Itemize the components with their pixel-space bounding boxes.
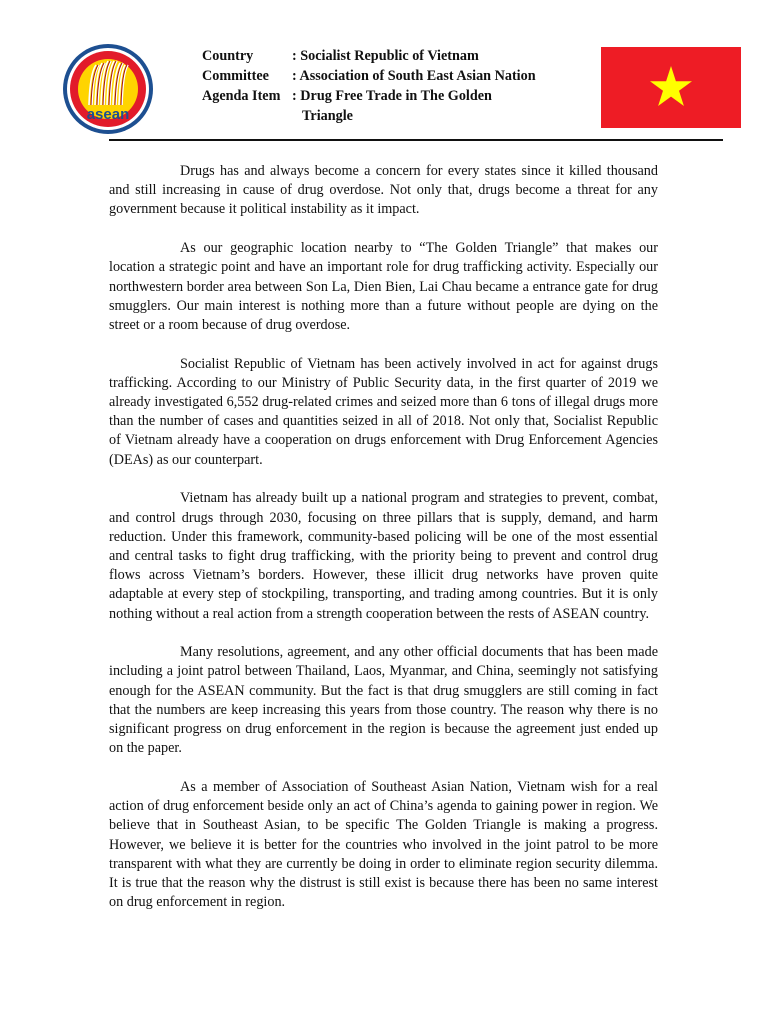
header-label: Country [202,48,254,64]
paragraph: Vietnam has already built up a national program and strategies to prevent, combat, and control drugs through 2030, focusing on three pillars that is supply, demand, and harm reduction. Under this framework, community-based policing will be one of the most essential and central tasks to fight drug trafficking, with the priority being to prevent and control drug flows across Vietnam’s borders. However, these illicit drug networks have proven quite adaptable at every step of stockpiling, transporting, and trading among countries. But it is only nothing without a real action from a strength cooperation between the rests of ASEAN country. [109,490,658,622]
paragraph: Many resolutions, agreement, and any other official documents that has been made including a joint patrol between Thailand, Laos, Myanmar, and China, seemingly not satisfying enough for the ASEAN community. But the fact is that drug smugglers are still coming in fact that the numbers are keep increasing this years from those country. The reason why there is no significant progress on drug enforcement in the region is because the agreement just ended up on the paper. [109,644,658,757]
asean-logo [62,43,154,135]
header-row-committee [202,66,592,86]
header-row-agenda [202,86,592,106]
header-label: Agenda Item [202,88,281,104]
position-paper-body [109,162,658,932]
vietnam-flag [601,47,741,128]
paragraph: Drugs has and always become a concern for every states since it killed thousand and still increasing in cause of drug overdose. Not only that, drugs become a threat for any government because it political instability as it impact. [109,163,658,218]
header-label: Committee [202,68,269,84]
header-row-country [202,46,592,66]
paragraph: As a member of Association of Southeast Asian Nation, Vietnam wish for a real action of drug enforcement beside only an act of China’s agenda to gaining power in region. We believe that in Southeast Asian, to be specific The Golden Triangle is making a progress. However, we believe it is better for the countries who involved in the joint patrol to be more transparent with what they are currently be doing in order to eliminate region security dilemma. It is true that the reason why the distrust is still exist is because there has been no same interest on drug enforcement in region. [109,778,658,911]
paragraph: As our geographic location nearby to “The Golden Triangle” that makes our location a strategic point and have an important role for drug trafficking activity. Especially our northwestern border area between Son La, Dien Bien, Lai Chau became a entrance gate for drug smugglers. Our main interest is nothing more than a future without people are dying on the street or a room because of drug overdose. [109,240,658,333]
header-value: : Drug Free Trade in The Golden [292,88,492,104]
header-row-agenda-continuation [202,106,592,126]
header-divider [109,139,723,141]
header-value: : Association of South East Asian Nation [292,68,536,84]
header-value-continuation: Triangle [302,108,353,124]
header-value: : Socialist Republic of Vietnam [292,48,479,64]
document-header [202,46,592,126]
paragraph: Socialist Republic of Vietnam has been actively involved in act for against drugs trafficking. According to our Ministry of Public Security data, in the first quarter of 2019 we already investigated 6,552 drug-related crimes and seized more than 6 tons of illegal drugs more than the number of cases and quantities seized in all of 2018. Not only that, Socialist Republic of Vietnam already have a cooperation on drugs enforcement with Drug Enforcement Agencies (DEAs) as our counterpart. [109,355,658,468]
asean-logo-text: asean [86,106,130,123]
